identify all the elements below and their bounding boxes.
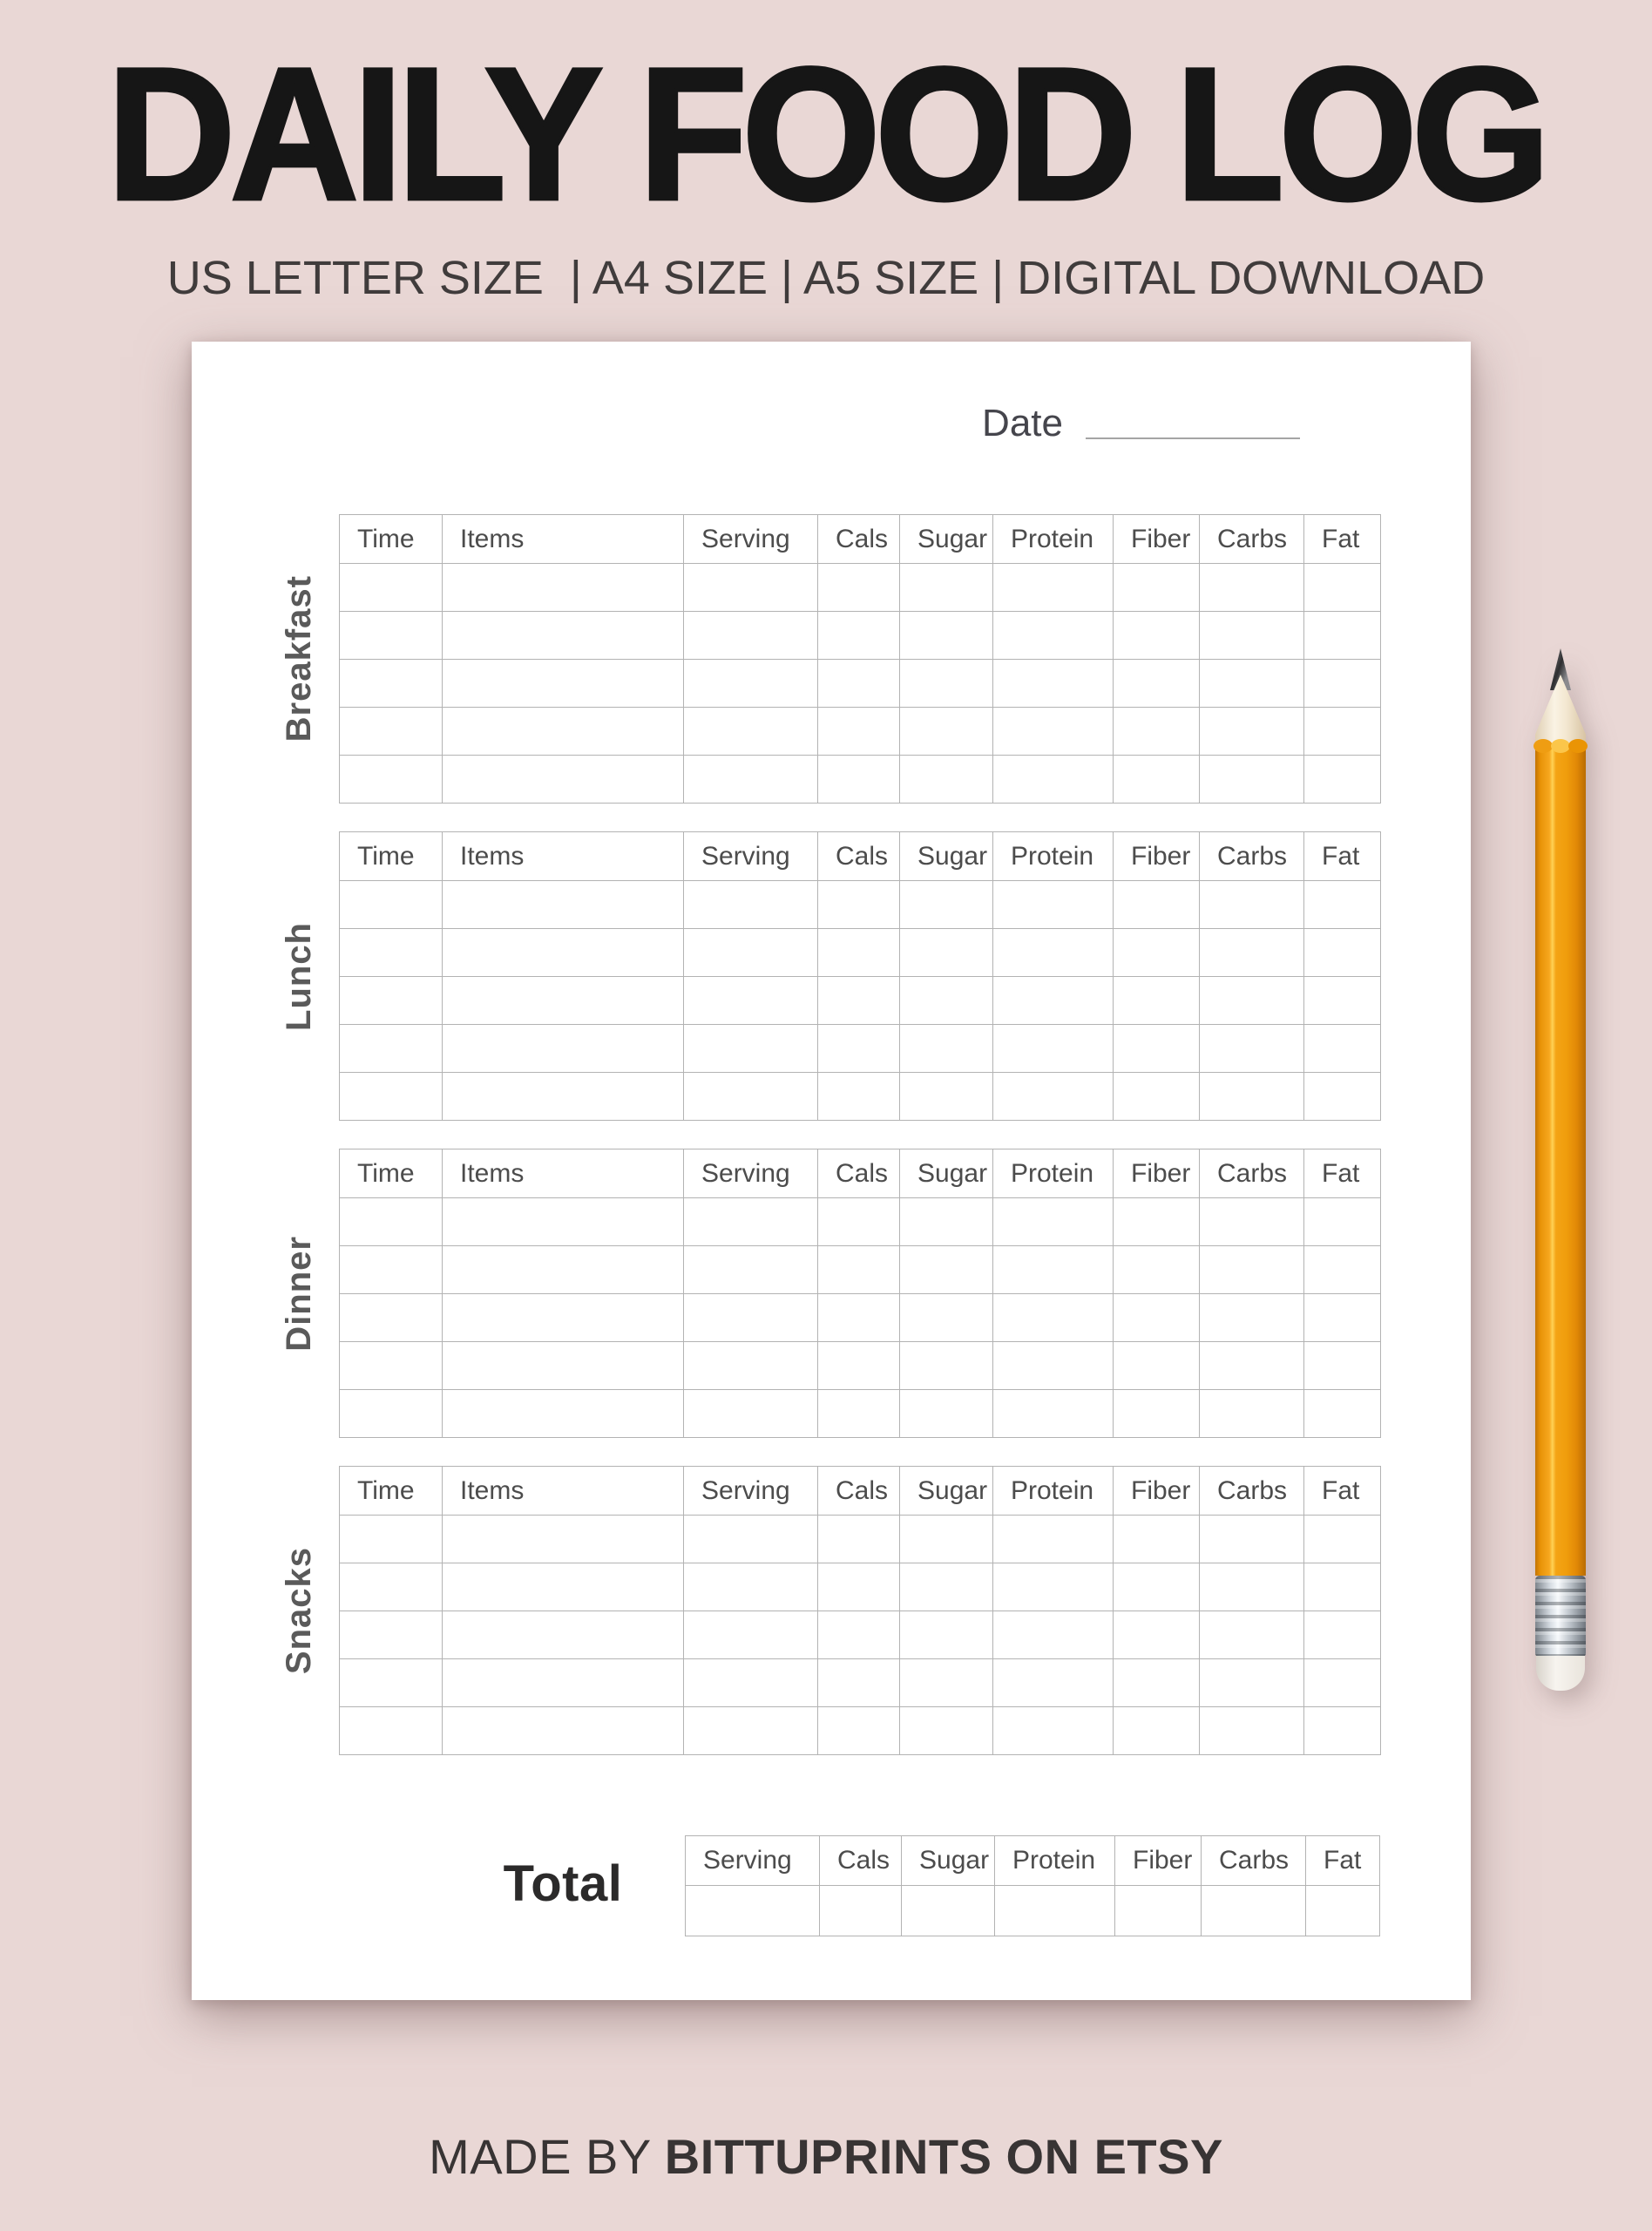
entry-cell [993,708,1114,756]
entry-cell [1115,1886,1202,1936]
entry-row [340,1563,1381,1611]
meal-table [339,1466,1381,1755]
entry-cell [818,1073,900,1121]
entry-cell [1304,1342,1381,1390]
entry-cell [684,708,818,756]
entry-cell [1114,708,1200,756]
date-blank-line [1086,437,1300,439]
entry-cell [1304,1025,1381,1073]
column-header: Fat [1304,1149,1381,1198]
meal-sections [279,514,1382,1783]
entry-row [340,1342,1381,1390]
section-label [276,1466,322,1755]
entry-row [340,1294,1381,1342]
entry-cell [684,1246,818,1294]
entry-cell [1114,612,1200,660]
entry-cell [443,1073,684,1121]
entry-cell [684,929,818,977]
entry-cell [818,929,900,977]
total-table [685,1835,1380,1936]
entry-cell [818,1659,900,1707]
column-header: Fiber [1114,1149,1200,1198]
entry-cell [818,612,900,660]
entry-row [340,1707,1381,1755]
entry-cell [818,1025,900,1073]
column-header: Cals [818,515,900,564]
entry-cell [1304,1294,1381,1342]
header-row [686,1836,1380,1886]
entry-cell [340,1246,443,1294]
entry-cell [900,1342,993,1390]
entry-cell [1200,1025,1304,1073]
entry-cell [993,1707,1114,1755]
header-row [340,1467,1381,1516]
column-header: Time [340,1467,443,1516]
entry-cell [684,756,818,804]
entry-cell [684,1707,818,1755]
total-label: Total [503,1855,623,1912]
entry-cell [340,756,443,804]
entry-cell [340,660,443,708]
entry-cell [818,1563,900,1611]
entry-cell [1304,1516,1381,1563]
entry-cell [818,1294,900,1342]
entry-cell [1114,1611,1200,1659]
column-header: Fat [1304,832,1381,881]
footer-brand: BITTUPRINTS ON ETSY [664,2129,1223,2184]
entry-cell [900,708,993,756]
column-header: Sugar [900,1467,993,1516]
entry-row [340,1516,1381,1563]
entry-cell [900,660,993,708]
entry-cell [1304,1073,1381,1121]
entry-cell [686,1886,820,1936]
entry-cell [1200,1659,1304,1707]
entry-cell [900,1294,993,1342]
column-header: Cals [818,1467,900,1516]
entry-cell [443,1294,684,1342]
entry-row [340,977,1381,1025]
entry-cell [1200,1707,1304,1755]
entry-cell [818,977,900,1025]
entry-cell [818,756,900,804]
meal-table [339,831,1381,1121]
entry-row [340,708,1381,756]
column-header: Items [443,832,684,881]
column-header: Time [340,1149,443,1198]
entry-cell [1304,1659,1381,1707]
entry-cell [993,1198,1114,1246]
entry-row [340,1659,1381,1707]
entry-cell [900,1246,993,1294]
entry-cell [340,1516,443,1563]
entry-cell [818,1198,900,1246]
column-header: Cals [820,1836,902,1886]
column-header: Protein [993,1467,1114,1516]
entry-cell [993,1516,1114,1563]
entry-cell [684,1659,818,1707]
entry-row [340,1611,1381,1659]
section-label [276,514,322,804]
page-title: DAILY FOOD LOG [106,29,1546,240]
entry-row [340,1073,1381,1121]
entry-cell [1114,1342,1200,1390]
entry-cell [1114,1025,1200,1073]
entry-cell [1200,660,1304,708]
entry-cell [684,1563,818,1611]
entry-cell [1304,756,1381,804]
entry-cell [900,756,993,804]
entry-cell [340,1563,443,1611]
entry-cell [1114,564,1200,612]
column-header: Items [443,515,684,564]
meal-section-breakfast [279,514,1382,804]
entry-cell [1304,1707,1381,1755]
entry-cell [443,1025,684,1073]
entry-cell [684,1294,818,1342]
column-header: Fat [1306,1836,1380,1886]
header-row [340,832,1381,881]
entry-cell [443,1659,684,1707]
entry-cell [900,564,993,612]
column-header: Protein [993,1149,1114,1198]
entry-cell [684,660,818,708]
pencil-paint-scallop [1534,739,1553,753]
section-label [276,1149,322,1438]
entry-cell [993,977,1114,1025]
entry-cell [1304,929,1381,977]
entry-cell [1200,977,1304,1025]
entry-row [340,612,1381,660]
entry-cell [1200,1611,1304,1659]
entry-cell [1114,1659,1200,1707]
entry-cell [443,929,684,977]
entry-cell [818,1342,900,1390]
entry-cell [340,929,443,977]
entry-cell [1114,881,1200,929]
entry-cell [900,1073,993,1121]
entry-cell [443,977,684,1025]
entry-cell [818,881,900,929]
entry-cell [993,1342,1114,1390]
header-row [340,1149,1381,1198]
entry-cell [1114,977,1200,1025]
entry-cell [684,1390,818,1438]
entry-cell [443,881,684,929]
entry-row [340,564,1381,612]
entry-cell [818,1390,900,1438]
entry-cell [1200,612,1304,660]
entry-cell [1114,1390,1200,1438]
entry-cell [818,660,900,708]
column-header: Time [340,832,443,881]
column-header: Cals [818,1149,900,1198]
entry-cell [900,1025,993,1073]
date-label: Date [982,402,1063,444]
entry-cell [818,1246,900,1294]
column-header: Sugar [902,1836,995,1886]
entry-cell [1304,1563,1381,1611]
entry-cell [443,1516,684,1563]
entry-cell [443,1611,684,1659]
entry-cell [1304,1611,1381,1659]
entry-cell [995,1886,1115,1936]
entry-cell [684,977,818,1025]
entry-cell [900,977,993,1025]
entry-cell [1304,881,1381,929]
pencil-eraser [1536,1656,1585,1691]
header-row [340,515,1381,564]
meal-table [339,1149,1381,1438]
entry-cell [900,1611,993,1659]
column-header: Items [443,1467,684,1516]
column-header: Serving [684,1149,818,1198]
entry-cell [900,1516,993,1563]
entry-cell [900,612,993,660]
entry-cell [1200,1516,1304,1563]
entry-cell [1114,1707,1200,1755]
entry-cell [900,1390,993,1438]
total-table-slot [685,1835,1380,1936]
section-label-text: Snacks [279,1546,318,1675]
entry-cell [1304,977,1381,1025]
entry-cell [993,564,1114,612]
entry-cell [993,1025,1114,1073]
entry-cell [993,1073,1114,1121]
entry-cell [1200,1294,1304,1342]
entry-cell [1114,1198,1200,1246]
entry-cell [818,1611,900,1659]
entry-row [340,1390,1381,1438]
entry-cell [1114,1563,1200,1611]
entry-cell [340,1659,443,1707]
entry-row [340,660,1381,708]
column-header: Carbs [1200,1149,1304,1198]
entry-cell [1200,756,1304,804]
page-subtitle: US LETTER SIZE | A4 SIZE | A5 SIZE | DIGITAL DOWNLOAD [166,252,1486,304]
entry-cell [1200,1563,1304,1611]
entry-cell [1200,1198,1304,1246]
entry-cell [684,1342,818,1390]
entry-cell [818,564,900,612]
entry-cell [340,564,443,612]
entry-row [340,1246,1381,1294]
entry-cell [340,1294,443,1342]
entry-row [340,1198,1381,1246]
entry-cell [684,1073,818,1121]
column-header: Sugar [900,515,993,564]
entry-cell [340,977,443,1025]
entry-cell [993,1294,1114,1342]
column-header: Protein [995,1836,1115,1886]
column-header: Serving [684,832,818,881]
entry-cell [820,1886,902,1936]
pencil-image [1535,648,1586,1691]
entry-cell [684,564,818,612]
entry-row [340,1025,1381,1073]
entry-cell [993,1390,1114,1438]
column-header: Sugar [900,832,993,881]
entry-cell [340,708,443,756]
entry-cell [1200,929,1304,977]
entry-cell [443,1707,684,1755]
section-label-text: Breakfast [279,575,318,743]
entry-cell [340,1342,443,1390]
entry-cell [902,1886,995,1936]
column-header: Carbs [1200,515,1304,564]
entry-cell [993,612,1114,660]
entry-cell [900,881,993,929]
entry-cell [818,1516,900,1563]
entry-cell [340,1198,443,1246]
entry-cell [1304,1246,1381,1294]
entry-cell [1200,564,1304,612]
meal-section-dinner [279,1149,1382,1438]
entry-cell [443,1342,684,1390]
entry-cell [340,1390,443,1438]
entry-cell [1200,1342,1304,1390]
entry-cell [684,1198,818,1246]
entry-cell [443,708,684,756]
entry-cell [1114,1246,1200,1294]
entry-cell [900,929,993,977]
column-header: Fiber [1114,1467,1200,1516]
entry-cell [1304,660,1381,708]
date-row [192,404,1300,443]
column-header: Carbs [1200,1467,1304,1516]
column-header: Fiber [1114,832,1200,881]
entry-row [340,881,1381,929]
entry-cell [684,1516,818,1563]
column-header: Fat [1304,515,1381,564]
column-header: Time [340,515,443,564]
entry-cell [684,1611,818,1659]
footer-credit [0,2128,1652,2185]
entry-cell [900,1198,993,1246]
entry-row [340,929,1381,977]
section-label-text: Dinner [279,1235,318,1352]
column-header: Fat [1304,1467,1381,1516]
entry-cell [443,1563,684,1611]
entry-cell [340,881,443,929]
entry-cell [443,1390,684,1438]
entry-cell [340,1611,443,1659]
entry-cell [1200,708,1304,756]
entry-cell [340,1707,443,1755]
entry-cell [993,1659,1114,1707]
entry-cell [443,1198,684,1246]
meal-table [339,514,1381,804]
entry-cell [900,1707,993,1755]
column-header: Serving [686,1836,820,1886]
entry-row [686,1886,1380,1936]
entry-cell [340,612,443,660]
entry-cell [1306,1886,1380,1936]
pencil-paint-scallop [1568,739,1588,753]
entry-cell [1202,1886,1306,1936]
section-label [276,831,322,1121]
pencil-paint-scallop [1551,739,1570,753]
entry-cell [443,1246,684,1294]
entry-cell [993,1563,1114,1611]
entry-cell [684,881,818,929]
entry-cell [993,929,1114,977]
entry-cell [340,1025,443,1073]
entry-cell [684,612,818,660]
entry-cell [993,756,1114,804]
entry-cell [443,660,684,708]
entry-cell [443,612,684,660]
entry-cell [1304,564,1381,612]
column-header: Serving [684,1467,818,1516]
footer-prefix: MADE BY [429,2129,665,2184]
column-header: Protein [993,832,1114,881]
entry-cell [900,1659,993,1707]
column-header: Items [443,1149,684,1198]
column-header: Fiber [1114,515,1200,564]
entry-cell [1304,1390,1381,1438]
entry-cell [1200,1390,1304,1438]
column-header: Serving [684,515,818,564]
entry-cell [818,708,900,756]
column-header: Fiber [1115,1836,1202,1886]
entry-cell [684,1025,818,1073]
section-label-text: Lunch [279,921,318,1031]
entry-cell [1200,881,1304,929]
entry-cell [993,1246,1114,1294]
column-header: Protein [993,515,1114,564]
entry-cell [1304,708,1381,756]
column-header: Cals [818,832,900,881]
entry-cell [340,1073,443,1121]
entry-cell [1114,1294,1200,1342]
entry-cell [443,756,684,804]
column-header: Carbs [1200,832,1304,881]
entry-cell [818,1707,900,1755]
entry-cell [1304,1198,1381,1246]
pencil-body [1535,746,1586,1576]
entry-cell [1114,660,1200,708]
entry-cell [1114,1516,1200,1563]
entry-cell [1114,756,1200,804]
entry-cell [993,660,1114,708]
entry-cell [443,564,684,612]
entry-cell [1200,1246,1304,1294]
entry-row [340,756,1381,804]
entry-cell [900,1563,993,1611]
entry-cell [1304,612,1381,660]
pencil-ferrule [1535,1576,1586,1658]
entry-cell [993,1611,1114,1659]
meal-section-snacks [279,1466,1382,1755]
entry-cell [993,881,1114,929]
column-header: Sugar [900,1149,993,1198]
column-header: Carbs [1202,1836,1306,1886]
entry-cell [1114,1073,1200,1121]
entry-cell [1114,929,1200,977]
meal-section-lunch [279,831,1382,1121]
food-log-sheet [192,342,1471,2000]
entry-cell [1200,1073,1304,1121]
